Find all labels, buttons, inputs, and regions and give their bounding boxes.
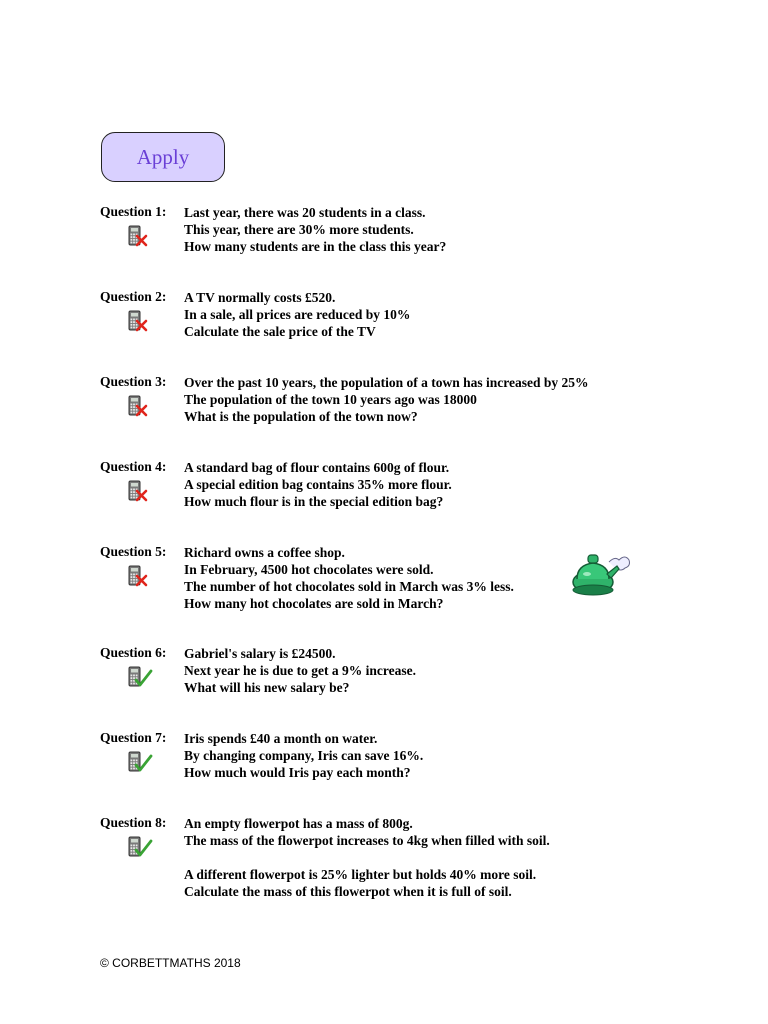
question-line: This year, there are 30% more students. — [184, 222, 414, 237]
question-line: How much flour is in the special edition bag? — [184, 494, 444, 509]
question-label: Question 8: — [100, 815, 167, 830]
copyright-footer: © CORBETTMATHS 2018 — [100, 956, 241, 970]
question-line: The population of the town 10 years ago was 18000 — [184, 392, 477, 407]
question-line: A standard bag of flour contains 600g of flour. — [184, 460, 450, 475]
calculator-allowed-icon — [127, 665, 153, 691]
question-line: How much would Iris pay each month? — [184, 765, 411, 780]
question-line: An empty flowerpot has a mass of 800g. — [184, 816, 413, 831]
question-line: Iris spends £40 a month on water. — [184, 731, 378, 746]
question-label: Question 2: — [100, 289, 167, 304]
calculator-not-allowed-icon — [127, 394, 153, 420]
calculator-not-allowed-icon — [127, 479, 153, 505]
question-line: The mass of the flowerpot increases to 4kg when filled with soil. — [184, 833, 550, 848]
question-text — [184, 204, 654, 255]
question-line: Calculate the mass of this flowerpot when it is full of soil. — [184, 884, 512, 899]
question-line: What will his new salary be? — [184, 680, 350, 695]
question-line: What is the population of the town now? — [184, 409, 418, 424]
question-line: Richard owns a coffee shop. — [184, 545, 345, 560]
question-line: The number of hot chocolates sold in March was 3% less. — [184, 579, 514, 594]
question-line: A special edition bag contains 35% more flour. — [184, 477, 452, 492]
question-line: How many students are in the class this year? — [184, 239, 447, 254]
question-line: A TV normally costs £520. — [184, 290, 336, 305]
question-label: Question 6: — [100, 645, 167, 660]
question-text — [184, 289, 654, 340]
calculator-not-allowed-icon — [127, 309, 153, 335]
question-line: A different flowerpot is 25% lighter but holds 40% more soil. — [184, 867, 537, 882]
question-label: Question 3: — [100, 374, 167, 389]
apply-badge: Apply — [101, 132, 225, 182]
kettle-icon — [569, 546, 631, 596]
question-line: Over the past 10 years, the population of a town has increased by 25% — [184, 375, 589, 390]
question-line: Next year he is due to get a 9% increase. — [184, 663, 416, 678]
question-text — [184, 815, 654, 900]
question-line: In February, 4500 hot chocolates were sold. — [184, 562, 434, 577]
question-text — [184, 730, 654, 781]
calculator-allowed-icon — [127, 835, 153, 861]
question-line: In a sale, all prices are reduced by 10% — [184, 307, 411, 322]
question-label: Question 1: — [100, 204, 167, 219]
calculator-not-allowed-icon — [127, 564, 153, 590]
calculator-not-allowed-icon — [127, 224, 153, 250]
question-line — [184, 849, 654, 866]
question-label: Question 7: — [100, 730, 167, 745]
question-line: Gabriel's salary is £24500. — [184, 646, 336, 661]
question-line: By changing company, Iris can save 16%. — [184, 748, 424, 763]
question-line: How many hot chocolates are sold in March? — [184, 596, 444, 611]
question-text — [184, 459, 654, 510]
calculator-allowed-icon — [127, 750, 153, 776]
question-text — [184, 645, 654, 696]
question-line: Last year, there was 20 students in a class. — [184, 205, 426, 220]
question-label: Question 4: — [100, 459, 167, 474]
question-label: Question 5: — [100, 544, 167, 559]
question-line: Calculate the sale price of the TV — [184, 324, 376, 339]
question-text — [184, 374, 654, 425]
